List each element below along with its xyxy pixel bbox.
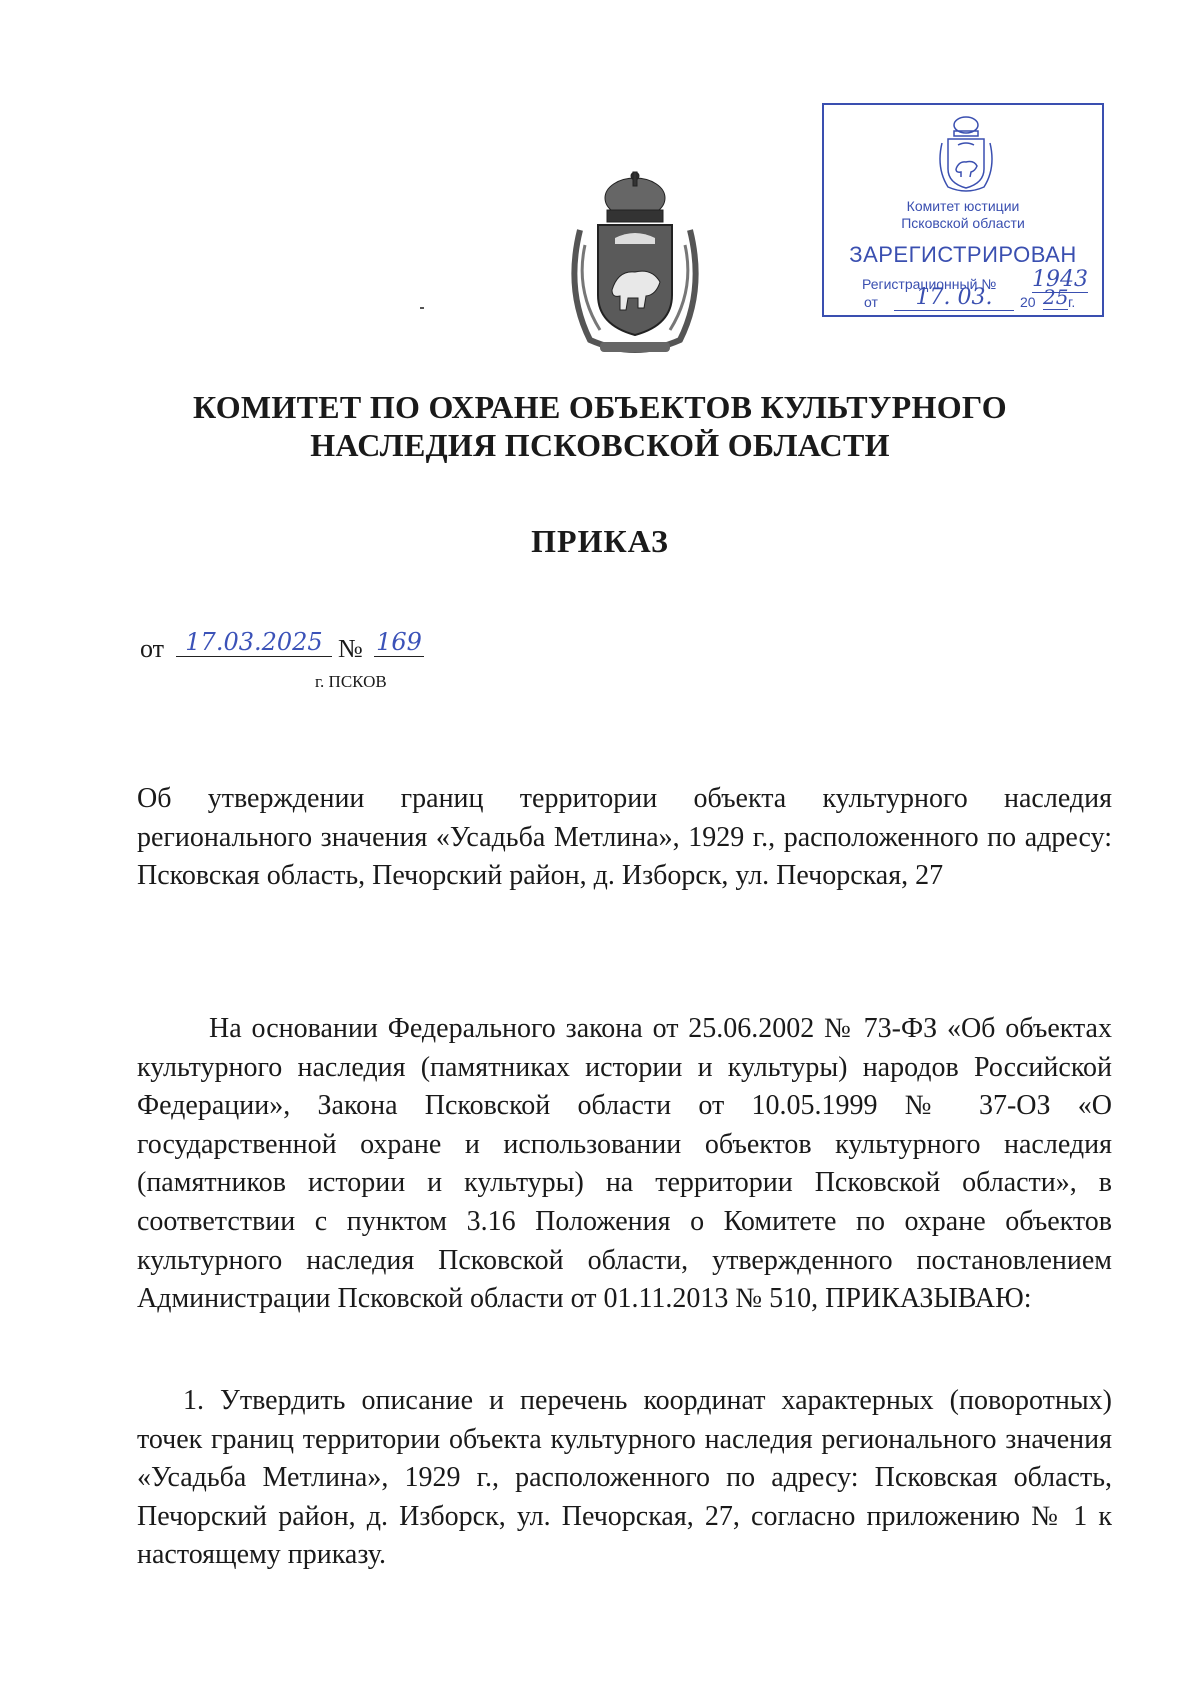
stamp-reg-number: 1943 <box>1032 267 1088 292</box>
org-name-line1: КОМИТЕТ ПО ОХРАНЕ ОБЪЕКТОВ КУЛЬТУРНОГО <box>193 389 1007 425</box>
org-name-line2: НАСЛЕДИЯ ПСКОВСКОЙ ОБЛАСТИ <box>310 427 890 463</box>
stamp-date: 17. 03. <box>894 285 1014 311</box>
stamp-year: 25 <box>1043 285 1069 309</box>
stamp-org-line2: Псковской области <box>901 215 1025 231</box>
stamp-year-suffix: г. <box>1068 294 1076 310</box>
stamp-reg-number-label: Регистрационный № <box>862 276 997 292</box>
coat-of-arms-icon <box>560 170 710 360</box>
stamp-date-label: от <box>864 294 878 310</box>
order-city: г. ПСКОВ <box>315 672 387 691</box>
stamp-coat-of-arms-icon <box>934 113 998 195</box>
order-number-label: № <box>338 634 363 663</box>
stamp-year-prefix: 20 <box>1020 294 1036 310</box>
order-date-label: от <box>140 634 165 663</box>
stamp-status: ЗАРЕГИСТРИРОВАН <box>849 242 1077 267</box>
order-number: 169 <box>374 628 424 657</box>
stamp-org-line1: Комитет юстиции <box>906 198 1020 214</box>
order-basis-paragraph: На основании Федерального закона от 25.06.2002 № 73-ФЗ «Об объектах культурного наследия (памятниках истории и культуры) народов Российской Федерации», Закона Псковской области от 10.05.1999 № 37-ОЗ «О государственной охране и использовании объектов культурного наследия (памятников истории и культуры) на территории Псковской области», в соответствии с пунктом 3.16 Положения о Комитете по охране объектов культурного наследия Псковской области, утвержденного постановлением Администрации Псковской области от 01.11.2013 № 510, ПРИКАЗЫВАЮ: <box>137 1013 1112 1315</box>
order-item-1: 1. Утвердить описание и перечень координат характерных (поворотных) точек границ территории объекта культурного наследия регионального значения «Усадьба Метлина», 1929 г., расположенного по адресу: Псковская область, Печорский район, д. Изборск, ул. Печорская, 27, согласно приложению № 1 к настоящему приказу. <box>137 1385 1112 1571</box>
scan-speck <box>420 307 424 309</box>
document-type-title: ПРИКАЗ <box>531 523 669 559</box>
order-subject: Об утверждении границ территории объекта культурного наследия регионального значения «Усадьба Метлина», 1929 г., расположенного по адресу: Псковская область, Печорский район, д. Изборск, ул. Печорская, 27 <box>137 783 1112 892</box>
order-date: 17.03.2025 <box>176 628 332 657</box>
registration-stamp <box>822 103 1104 317</box>
